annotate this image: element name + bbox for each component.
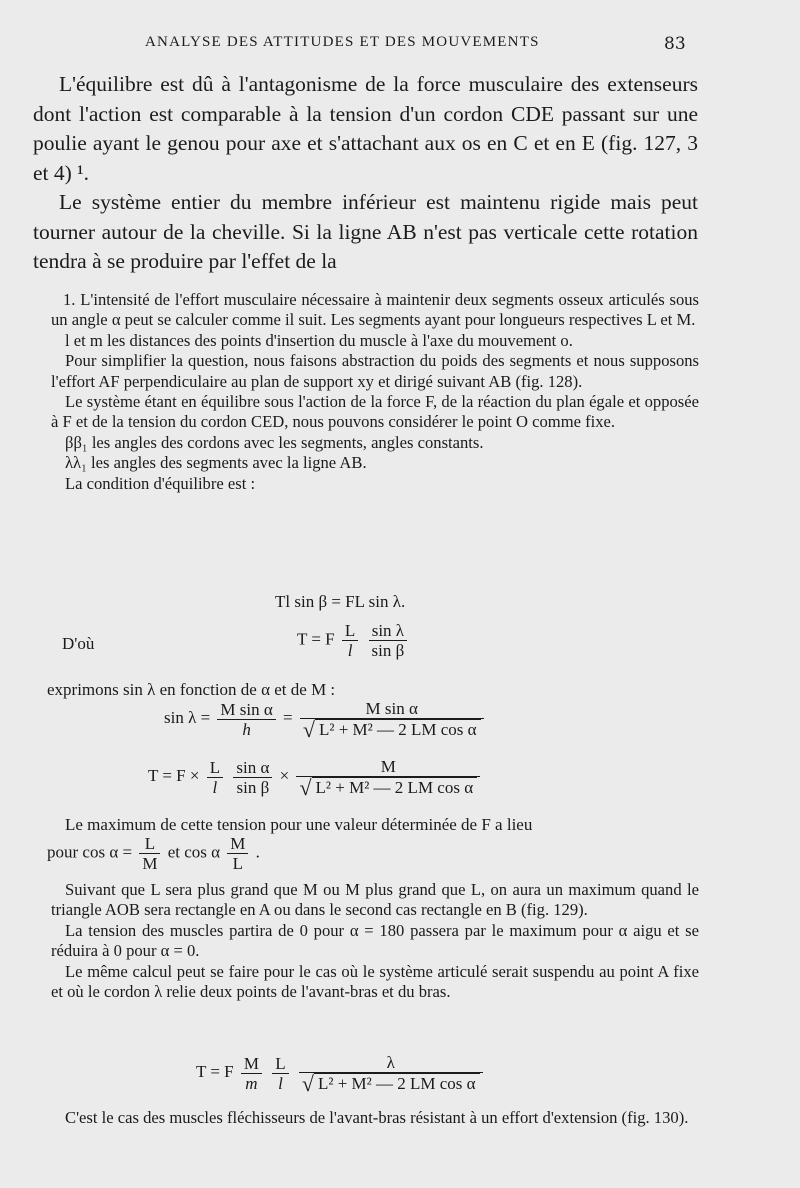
- fraction-M-over-m: $\frac{M}{m}$: [241, 1054, 262, 1093]
- fraction-Msinalpha-over-h: $\frac{\text{M sin α}}{h}$: [217, 700, 275, 739]
- dou-label: D'où: [62, 634, 95, 653]
- footnote-para-7: La condition d'équilibre est :: [65, 473, 256, 493]
- running-title: ANALYSE DES ATTITUDES ET DES MOUVEMENTS: [145, 34, 540, 50]
- footnote-para-6: λλ₁ les angles des segments avec la ligne AB.: [65, 453, 367, 473]
- footnote-continuation: [51, 880, 699, 1002]
- main-paragraph-1: L'équilibre est dû à l'antagonisme de la force musculaire des extenseurs dont l'action est comparable à la tension d'un cordon CDE passant sur une poulie ayant le genou pour axe et s'attachant aux os en C et en E (fig. 127, 3 et 4) ¹.: [33, 72, 698, 185]
- footnote-para-3: Pour simplifier la question, nous faisons abstraction du poids des segments et nous supposons l'effort AF perpendiculaire au plan de support xy et dirigé suivant AB (fig. 128).: [51, 351, 699, 391]
- eq2-lhs: T = F: [297, 629, 335, 649]
- main-text: [33, 70, 698, 277]
- equation-t-full: T = F × $\frac{L}{l}$ $\frac{\text{sin α}}{\text{sin β}}$ × $\frac{M}{\text{√ L² + M² — 2 LM cos α}}$: [148, 757, 483, 797]
- fraction-M-over-L: $\frac{M}{L}$: [227, 834, 248, 873]
- fraction-sinalpha-over-sinbeta: $\frac{\text{sin α}}{\text{sin β}}$: [233, 758, 272, 797]
- equation-equilibrium: Tl sin β = FL sin λ.: [275, 592, 406, 611]
- fraction-sinlambda-over-sinbeta: $\frac{\text{sin λ}}{\text{sin β}}$: [369, 621, 408, 660]
- page-number: 83: [664, 34, 686, 54]
- main-paragraph-2: Le système entier du membre inférieur est maintenu rigide mais peut tourner autour de la cheville. Si la ligne AB n'est pas verticale cette rotation tendra à se produire par l'effet de la: [33, 190, 698, 273]
- equation-sin-lambda: sin λ = $\frac{\text{M sin α}}{h}$ = $\frac{\text{M sin α}}{\text{√ L² + M² — 2 LM cos α}}$: [164, 699, 487, 739]
- fraction-L-over-l-2: $\frac{L}{l}$: [207, 758, 223, 797]
- fraction-M-over-sqrt: $\frac{M}{\text{√ L² + M² — 2 LM cos α}}$: [296, 757, 480, 797]
- footnote-para-4: Le système étant en équilibre sous l'action de la force F, de la réaction du plan égale et opposée à F et de la tension du cordon CED, nous pouvons considérer le point O comme fixe.: [51, 392, 699, 432]
- fraction-lambda-over-sqrt: $\frac{\lambda}{\text{√ L² + M² — 2 LM cos α}}$: [299, 1053, 483, 1093]
- equation-t-suspended: T = F $\frac{M}{m}$ $\frac{L}{l}$ $\frac{\lambda}{\text{√ L² + M² — 2 LM cos α}}$: [196, 1053, 486, 1093]
- footnote-para-13: C'est le cas des muscles fléchisseurs de l'avant-bras résistant à un effort d'extension (fig. 130).: [65, 1108, 689, 1127]
- footnote-para-1: 1. L'intensité de l'effort musculaire nécessaire à maintenir deux segments osseux articulés sous un angle α peut se calculer comme il suit. Les segments ayant pour longueurs respectives L et M.: [51, 290, 699, 330]
- footnote-para-2: l et m les distances des points d'insertion du muscle à l'axe du mouvement o.: [65, 330, 573, 350]
- fraction-Msinalpha-over-sqrt: $\frac{\text{M sin α}}{\text{√ L² + M² — 2 LM cos α}}$: [300, 699, 484, 739]
- fraction-L-over-l: $\frac{L}{l}$: [342, 621, 358, 660]
- equation-cos-maximum: pour cos α = $\frac{L}{M}$ et cos α $\frac{M}{L}$ .: [47, 834, 260, 873]
- equation-t-ratio: [297, 621, 410, 660]
- footnote-para-5: ββ₁ les angles des cordons avec les segments, angles constants.: [65, 432, 484, 452]
- footnote-para-12: Le même calcul peut se faire pour le cas où le système articulé serait suspendu au point A fixe et où le cordon λ relie deux points de l'avant-bras et du bras.: [51, 961, 699, 1002]
- fraction-L-over-l-3: $\frac{L}{l}$: [272, 1054, 288, 1093]
- fraction-L-over-M: $\frac{L}{M}$: [139, 834, 160, 873]
- footnote: [51, 290, 699, 494]
- footnote-end: [51, 1108, 699, 1128]
- footnote-para-11: La tension des muscles partira de 0 pour α = 180 passera par le maximum pour α aigu et se réduira à 0 pour α = 0.: [51, 920, 699, 961]
- page-header: [0, 34, 800, 58]
- footnote-para-8: exprimons sin λ en fonction de α et de M :: [47, 680, 336, 699]
- footnote-para-9: Le maximum de cette tension pour une valeur déterminée de F a lieu: [65, 815, 533, 834]
- footnote-para-10: Suivant que L sera plus grand que M ou M plus grand que L, on aura un maximum quand le triangle AOB sera rectangle en A ou dans le second cas rectangle en B (fig. 129).: [51, 880, 699, 920]
